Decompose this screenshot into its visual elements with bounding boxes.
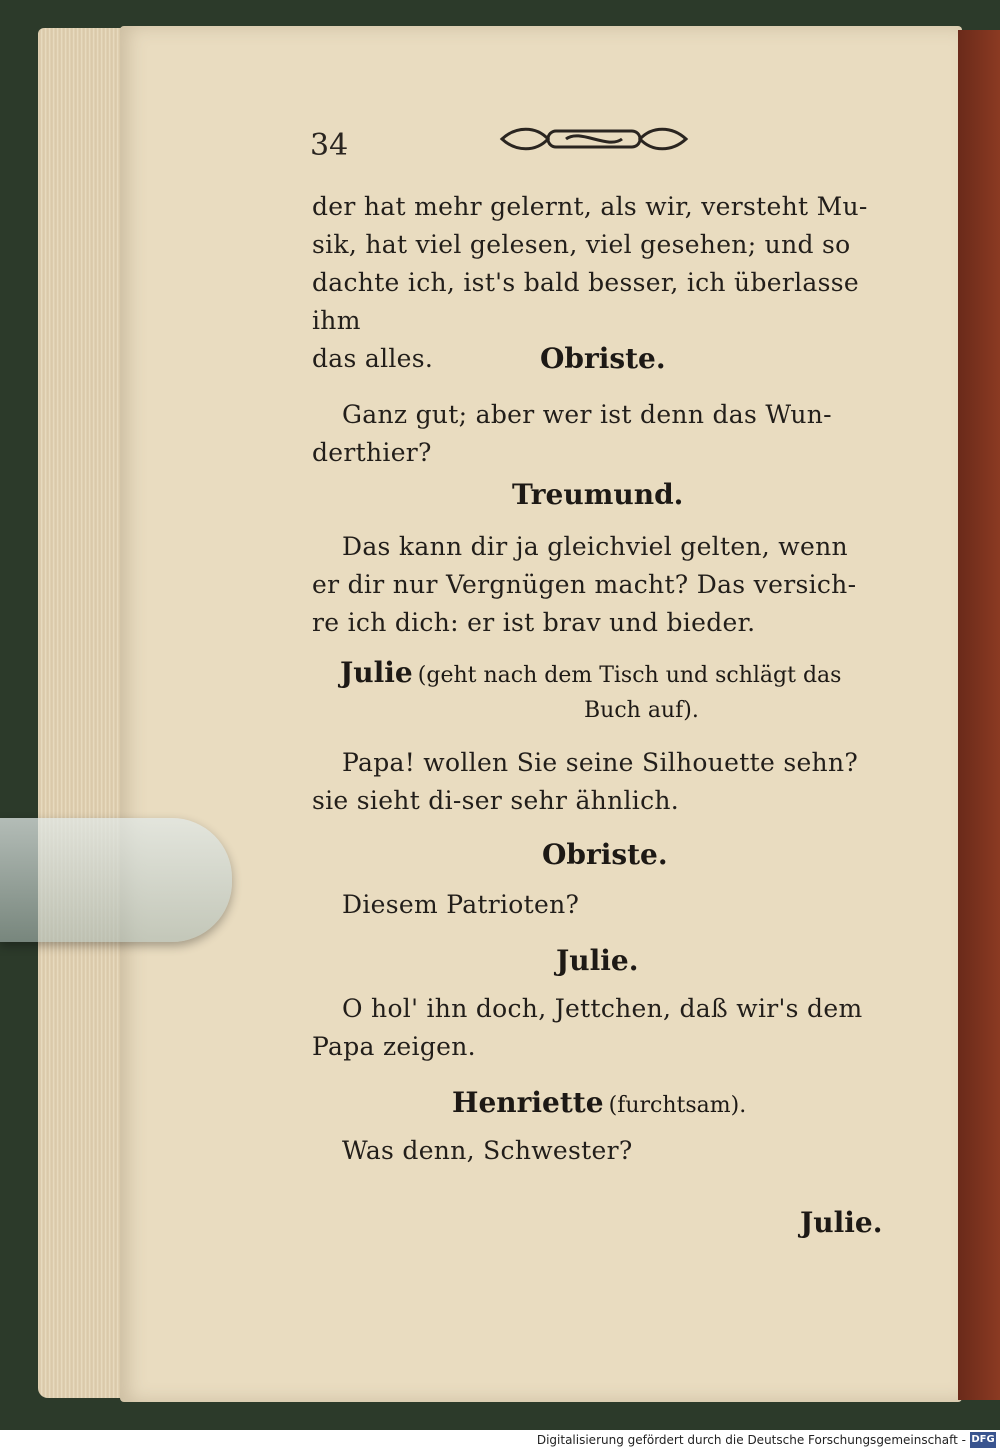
page-number: 34 <box>310 128 349 163</box>
ornament-icon <box>496 122 692 156</box>
stage-direction: (geht nach dem Tisch und schlägt das <box>417 663 842 688</box>
stage-line <box>340 656 880 689</box>
text-line: Papa! wollen Sie seine Silhouette sehn? <box>342 748 859 777</box>
catchword: Julie. <box>800 1206 883 1239</box>
footer-credit: Digitalisierung gefördert durch die Deutsche Forschungsgemeinschaft - <box>536 1433 966 1447</box>
speaker-name: Henriette <box>452 1086 604 1119</box>
text-block-7 <box>312 1132 882 1170</box>
text-line: sik, hat viel gelesen, viel gesehen; und so <box>312 230 851 259</box>
text-line: der hat mehr gelernt, als wir, versteht Mu- <box>312 192 868 221</box>
text-block-4 <box>312 744 882 820</box>
book-cover-edge <box>958 30 1000 1400</box>
text-block-6 <box>312 990 882 1066</box>
text-line: re ich dich: er ist brav und bieder. <box>312 608 756 637</box>
text-block-2 <box>312 396 882 472</box>
stage-line <box>452 1086 872 1119</box>
speaker-name: Obriste. <box>540 342 666 375</box>
text-block-3 <box>312 528 882 642</box>
speaker-name: Treumund. <box>512 478 684 511</box>
text-line: Papa zeigen. <box>312 1032 476 1061</box>
text-line: das alles. <box>312 344 434 373</box>
text-line: sie sieht di-ser sehr ähnlich. <box>312 786 680 815</box>
text-line: dachte ich, ist's bald besser, ich überlasse ihm <box>312 268 859 335</box>
speaker-name: Obriste. <box>542 838 668 871</box>
text-line: derthier? <box>312 438 432 467</box>
text-line: Diesem Patrioten? <box>342 890 580 919</box>
speaker-name: Julie. <box>556 944 639 977</box>
speaker-name: Julie <box>340 656 413 689</box>
stage-direction: (furchtsam). <box>608 1093 747 1118</box>
text-line: Das kann dir ja gleichviel gelten, wenn <box>342 532 848 561</box>
text-line: Ganz gut; aber wer ist denn das Wun- <box>342 400 832 429</box>
text-block-5 <box>312 886 882 924</box>
page-clamp <box>0 818 232 942</box>
text-line: Was denn, Schwester? <box>342 1136 633 1165</box>
text-line: O hol' ihn doch, Jettchen, daß wir's dem <box>342 994 863 1023</box>
stage-direction: Buch auf). <box>584 698 699 723</box>
dfg-logo: DFG <box>970 1432 996 1448</box>
text-line: er dir nur Vergnügen macht? Das versich- <box>312 570 857 599</box>
